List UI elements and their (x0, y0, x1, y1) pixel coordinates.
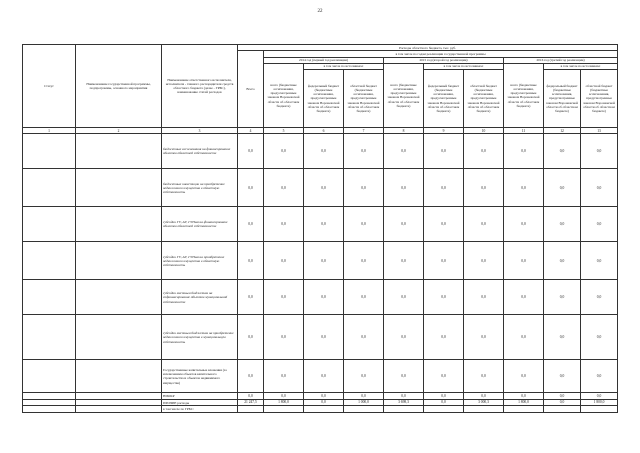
value-cell: 0,0 (504, 169, 544, 207)
value-cell: 0,0 (581, 393, 618, 399)
table-row (23, 280, 618, 315)
value-cell: 0,0 (344, 315, 384, 360)
value-cell: 3 698,3 (384, 399, 424, 405)
header-regional-2015: областной бюджет (бюджетные ассигнования, предусмотренные законом Воронежской области об областном бюджете) (464, 70, 504, 128)
header-status: Статус (23, 45, 76, 128)
value-cell: 0,0 (344, 169, 384, 207)
value-cell: 0,0 (304, 134, 344, 169)
value-cell: 0,0 (344, 280, 384, 315)
value-cell: 0,0 (304, 399, 344, 405)
table-row (23, 134, 618, 169)
header-sub-total-2016: всего (бюджетные ассигнования, предусмотренные законом Воронежской области об областном бюджете) (504, 63, 544, 127)
program-cell (76, 315, 162, 360)
value-cell (504, 406, 544, 412)
value-cell: 0,0 (238, 315, 264, 360)
table-body (23, 134, 618, 412)
value-cell: 0,0 (544, 134, 581, 169)
value-cell: 0,0 (344, 360, 384, 393)
value-cell: 3 000,3 (464, 399, 504, 405)
expense-item-label: субсидии местным бюджетам на софинансирование объектов муниципальной собственности (162, 280, 238, 315)
value-cell: 0,0 (544, 169, 581, 207)
value-cell: 0,0 (304, 242, 344, 280)
value-cell (264, 406, 304, 412)
value-cell: 0,0 (544, 399, 581, 405)
value-cell: 0,0 (504, 315, 544, 360)
value-cell: 0,0 (581, 360, 618, 393)
value-cell (424, 406, 464, 412)
value-cell: 0,0 (238, 169, 264, 207)
program-cell (76, 406, 162, 412)
value-cell: 0,0 (424, 134, 464, 169)
program-cell (76, 280, 162, 315)
value-cell: 0,0 (304, 169, 344, 207)
value-cell (344, 406, 384, 412)
header-federal-2015: федеральный бюджет (бюджетные ассигнования, предусмотренные законом Воронежской области об областном бюджете) (424, 70, 464, 128)
table-row (23, 169, 618, 207)
value-cell: 0,0 (581, 207, 618, 242)
value-cell: 0,0 (344, 134, 384, 169)
other-label: ПРОЧИЕ расходы (162, 399, 238, 405)
value-cell: 0,0 (384, 134, 424, 169)
value-cell: 0,0 (384, 360, 424, 393)
table-row (23, 406, 618, 412)
expense-item-label: субсидии ГУ, АУ, ГУПам на приобретение недвижимого имущества в областную собственность (162, 242, 238, 280)
value-cell: 0,0 (424, 315, 464, 360)
niokr-label: НИОКР (162, 393, 238, 399)
table-row (23, 315, 618, 360)
value-cell: 0,0 (384, 315, 424, 360)
value-cell: 1 000,0 (344, 399, 384, 405)
value-cell: 0,0 (424, 242, 464, 280)
value-cell: 1 800,0 (264, 399, 304, 405)
value-cell: 0,0 (304, 393, 344, 399)
program-cell (76, 207, 162, 242)
value-cell: 0,0 (384, 242, 424, 280)
column-number: 3 (162, 128, 238, 134)
value-cell: 0,0 (384, 393, 424, 399)
header-year-2015: 2015 год (второй год реализации) (384, 57, 504, 63)
value-cell: 0,0 (344, 207, 384, 242)
status-cell (23, 406, 76, 412)
page-number: 22 (317, 9, 323, 14)
value-cell (384, 406, 424, 412)
program-cell (76, 134, 162, 169)
value-cell: 0,0 (581, 242, 618, 280)
header-executor: Наименование ответственного исполнителя, исполнителя - главного распорядителя средств областного бюджета (далее - ГРБС), наименование статей расходов (162, 45, 238, 128)
header-program-name: Наименование государственной программы, подпрограммы, основного мероприятия (76, 45, 162, 128)
column-number: 12 (544, 128, 581, 134)
status-cell (23, 280, 76, 315)
value-cell: 0,0 (264, 315, 304, 360)
value-cell: 0,0 (544, 242, 581, 280)
header-by-years: в том числе по годам реализации государственной программы (264, 51, 618, 57)
value-cell: 0,0 (424, 393, 464, 399)
value-cell: 1 800,0 (581, 399, 618, 405)
value-cell: 0,0 (504, 242, 544, 280)
status-cell (23, 134, 76, 169)
value-cell: 0,0 (464, 134, 504, 169)
header-federal-2016: федеральный бюджет (бюджетные ассигнования, предусмотренные законом Воронежской области об областном бюджете) (544, 70, 581, 128)
header-total: Всего (238, 51, 264, 128)
status-cell (23, 360, 76, 393)
value-cell: 0,0 (544, 315, 581, 360)
expense-item-label: бюджетные инвестиции на приобретение недвижимого имущества в областную собственность (162, 169, 238, 207)
column-number: 11 (504, 128, 544, 134)
value-cell: 0,0 (581, 315, 618, 360)
value-cell: 0,0 (304, 207, 344, 242)
value-cell: 0,0 (464, 280, 504, 315)
header-year-2016: 2016 год (третий год реализации) (504, 57, 618, 63)
value-cell: 0,0 (424, 169, 464, 207)
value-cell: 0,0 (238, 393, 264, 399)
status-cell (23, 169, 76, 207)
header-regional-2016: областной бюджет (бюджетные ассигнования, предусмотренные законом Воронежской области об областном бюджете) (581, 70, 618, 128)
value-cell: 0,0 (384, 280, 424, 315)
value-cell: 0,0 (504, 207, 544, 242)
value-cell: 0,0 (264, 134, 304, 169)
value-cell: 0,0 (238, 280, 264, 315)
table-row (23, 360, 618, 393)
column-number: 9 (424, 128, 464, 134)
column-number: 5 (264, 128, 304, 134)
value-cell: 0,0 (424, 399, 464, 405)
value-cell: 1 800,0 (504, 399, 544, 405)
expense-item-label: субсидии местным бюджетам на приобретение недвижимого имущества в муниципальную собственность (162, 315, 238, 360)
table-row (23, 242, 618, 280)
value-cell: 0,0 (544, 280, 581, 315)
column-number: 7 (344, 128, 384, 134)
table-row (23, 207, 618, 242)
column-number: 8 (384, 128, 424, 134)
value-cell: 0,0 (504, 393, 544, 399)
value-cell: 0,0 (238, 134, 264, 169)
value-cell: 0,0 (504, 280, 544, 315)
value-cell: 0,0 (581, 280, 618, 315)
value-cell: 0,0 (304, 315, 344, 360)
incl_grbs-label: в том числе по ГРБС: (162, 406, 238, 412)
header-sources-2014: в том числе по источникам: (304, 63, 384, 69)
program-cell (76, 242, 162, 280)
expense-item-label: субсидии ГУ, АУ, ГУПам на финансирование объектов областной собственности (162, 207, 238, 242)
value-cell (544, 406, 581, 412)
value-cell: 0,0 (264, 360, 304, 393)
value-cell: 0,0 (344, 393, 384, 399)
value-cell: 0,0 (464, 315, 504, 360)
value-cell (581, 406, 618, 412)
value-cell: 0,0 (304, 280, 344, 315)
expense-item-label: бюджетные ассигнования на финансирование объектов областной собственности (162, 134, 238, 169)
program-cell (76, 360, 162, 393)
value-cell (464, 406, 504, 412)
value-cell: 0,0 (264, 169, 304, 207)
value-cell: 0,0 (581, 134, 618, 169)
value-cell: 0,0 (504, 134, 544, 169)
value-cell: 0,0 (424, 360, 464, 393)
value-cell: 0,0 (544, 207, 581, 242)
column-number: 13 (581, 128, 618, 134)
header-sources-2016: в том числе по источникам: (544, 63, 618, 69)
column-number: 1 (23, 128, 76, 134)
header-expenses: Расходы областного бюджета, тыс. руб. (238, 45, 618, 51)
value-cell: 0,0 (264, 242, 304, 280)
value-cell: 0,0 (581, 169, 618, 207)
value-cell: 0,0 (424, 280, 464, 315)
status-cell (23, 207, 76, 242)
status-cell (23, 315, 76, 360)
header-regional-2014: областной бюджет (бюджетные ассигнования, предусмотренные законом Воронежской области об областном бюджете) (344, 70, 384, 128)
value-cell: 21 247,5 (238, 399, 264, 405)
value-cell: 0,0 (464, 360, 504, 393)
header-year-2014: 2014 год (первый год реализации) (264, 57, 384, 63)
value-cell: 0,0 (238, 242, 264, 280)
value-cell: 0,0 (504, 360, 544, 393)
column-number: 6 (304, 128, 344, 134)
program-cell (76, 169, 162, 207)
column-number: 10 (464, 128, 504, 134)
header-federal-2014: федеральный бюджет (бюджетные ассигнования, предусмотренные законом Воронежской области об областном бюджете) (304, 70, 344, 128)
value-cell: 0,0 (264, 393, 304, 399)
value-cell (238, 406, 264, 412)
value-cell: 0,0 (464, 242, 504, 280)
column-number: 2 (76, 128, 162, 134)
value-cell: 0,0 (384, 169, 424, 207)
value-cell: 0,0 (464, 393, 504, 399)
value-cell: 0,0 (238, 360, 264, 393)
status-cell (23, 242, 76, 280)
expense-item-label: Государственные капитальные вложения (за исключением объектов капитального строительства и объектов недвижимого имущества) (162, 360, 238, 393)
value-cell: 0,0 (344, 242, 384, 280)
value-cell: 0,0 (464, 207, 504, 242)
value-cell: 0,0 (544, 360, 581, 393)
header-sub-total-2014: всего (бюджетные ассигнования, предусмотренные законом Воронежской области об областном бюджете) (264, 63, 304, 127)
value-cell (304, 406, 344, 412)
value-cell: 0,0 (264, 207, 304, 242)
value-cell: 0,0 (264, 280, 304, 315)
budget-table (22, 44, 618, 413)
header-sub-total-2015: всего (бюджетные ассигнования, предусмотренные законом Воронежской области об областном бюджете) (384, 63, 424, 127)
value-cell: 0,0 (384, 207, 424, 242)
value-cell: 0,0 (238, 207, 264, 242)
value-cell: 0,0 (544, 393, 581, 399)
value-cell: 0,0 (464, 169, 504, 207)
value-cell: 0,0 (424, 207, 464, 242)
header-sources-2015: в том числе по источникам: (424, 63, 504, 69)
column-number: 4 (238, 128, 264, 134)
value-cell: 0,0 (304, 360, 344, 393)
